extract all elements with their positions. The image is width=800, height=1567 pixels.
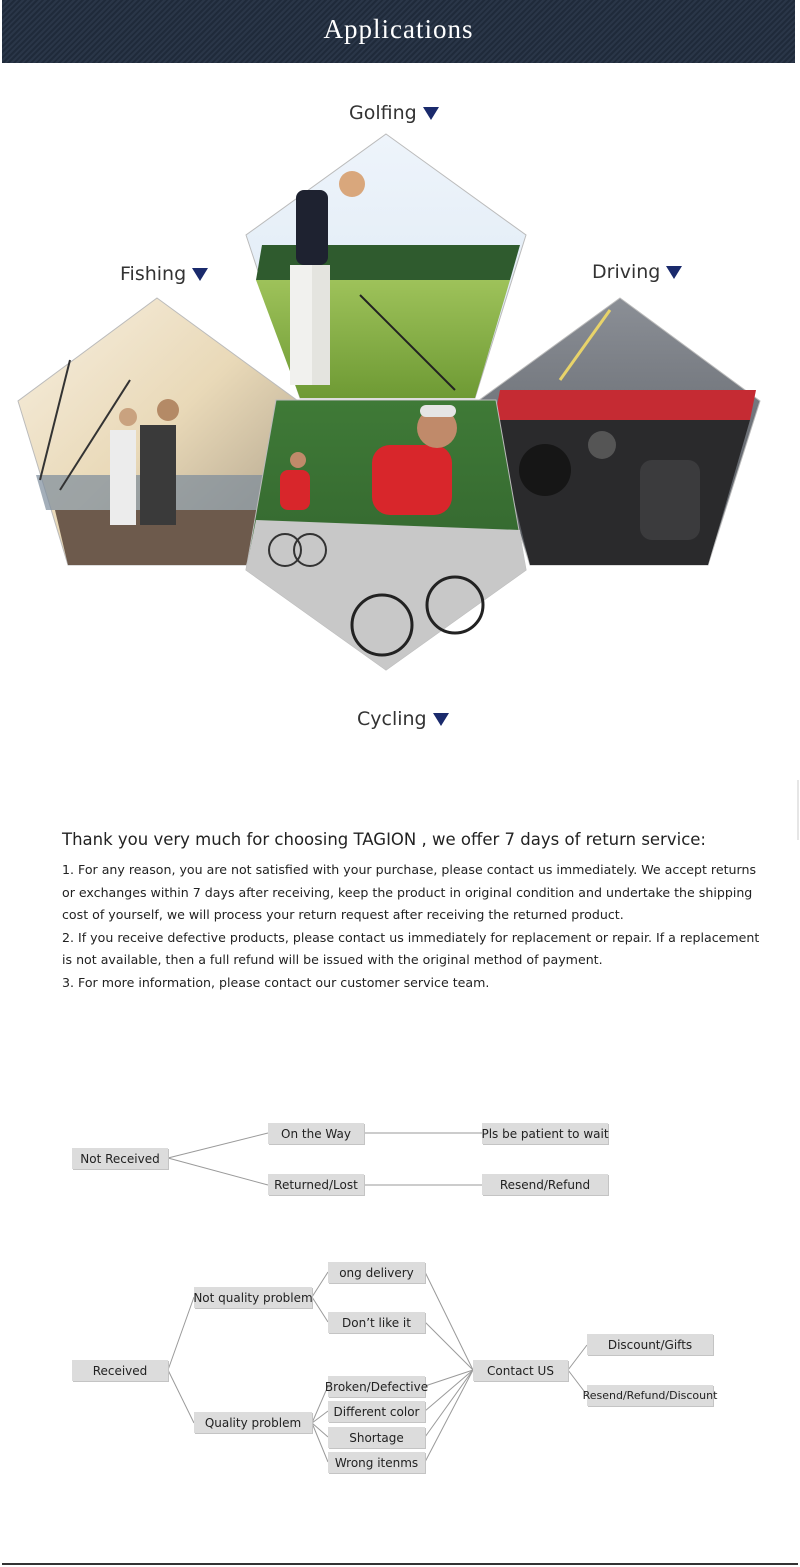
return-flowchart [0, 1100, 800, 1500]
flow-node-resend-refund-discount: Resend/Refund/Discount [587, 1385, 713, 1406]
applications-collage [0, 80, 800, 780]
triangle-down-icon [433, 713, 449, 726]
golfing-label-text: Golfing [349, 102, 417, 124]
cycling-photo [246, 400, 526, 670]
banner-title: Applications [323, 14, 474, 44]
golfing-photo [246, 134, 526, 398]
return-policy-item: 2. If you receive defective products, please contact us immediately for replacement or repair. If a replacement is not available, then a full refund will be issued with the original method of payment. [62, 929, 760, 967]
applications-banner [2, 0, 795, 63]
driving-photo [478, 298, 760, 565]
flow-node-not-quality-problem: Not quality problem [194, 1287, 312, 1308]
flow-node-contact-us: Contact US [473, 1360, 568, 1381]
applications-figure [0, 80, 800, 780]
flow-node-be-patient: Pls be patient to wait [482, 1123, 608, 1144]
fishing-label-text: Fishing [120, 263, 187, 285]
bottom-divider [2, 1563, 798, 1565]
triangle-down-icon [192, 268, 208, 281]
triangle-down-icon [666, 266, 682, 279]
return-policy [62, 830, 762, 994]
flow-node-not-received: Not Received [72, 1148, 168, 1169]
cycling-label-text: Cycling [357, 708, 427, 730]
cycling-label [357, 708, 449, 730]
flow-node-broken-defective: Broken/Defective [328, 1376, 425, 1397]
fishing-label [120, 263, 208, 285]
flow-node-resend-refund: Resend/Refund [482, 1174, 608, 1195]
triangle-down-icon [423, 107, 439, 120]
return-policy-heading: Thank you very much for choosing TAGION , we offer 7 days of return service: [62, 830, 706, 849]
golfing-label [349, 102, 439, 124]
flow-node-wrong-items: Wrong itenms [328, 1452, 425, 1473]
flow-node-long-delivery: ong delivery [328, 1262, 425, 1283]
flow-node-discount-gifts: Discount/Gifts [587, 1334, 713, 1355]
flow-node-dont-like-it: Don’t like it [328, 1312, 425, 1333]
flow-node-shortage: Shortage [328, 1427, 425, 1448]
return-policy-item: 1. For any reason, you are not satisfied with your purchase, please contact us immediately. We accept returns or exchanges within 7 days after receiving, keep the product in original condition and undertake the shipping cost of yourself, we will process your return request after receiving the returned product. [62, 862, 757, 922]
flow-node-on-the-way: On the Way [268, 1123, 364, 1144]
flow-node-received: Received [72, 1360, 168, 1381]
driving-label-text: Driving [592, 261, 661, 283]
driving-label [592, 261, 682, 283]
flow-node-different-color: Different color [328, 1401, 425, 1422]
return-policy-item: 3. For more information, please contact our customer service team. [62, 974, 490, 990]
flow-node-returned-lost: Returned/Lost [268, 1174, 364, 1195]
flow-node-quality-problem: Quality problem [194, 1412, 312, 1433]
scrollbar[interactable] [797, 780, 799, 840]
